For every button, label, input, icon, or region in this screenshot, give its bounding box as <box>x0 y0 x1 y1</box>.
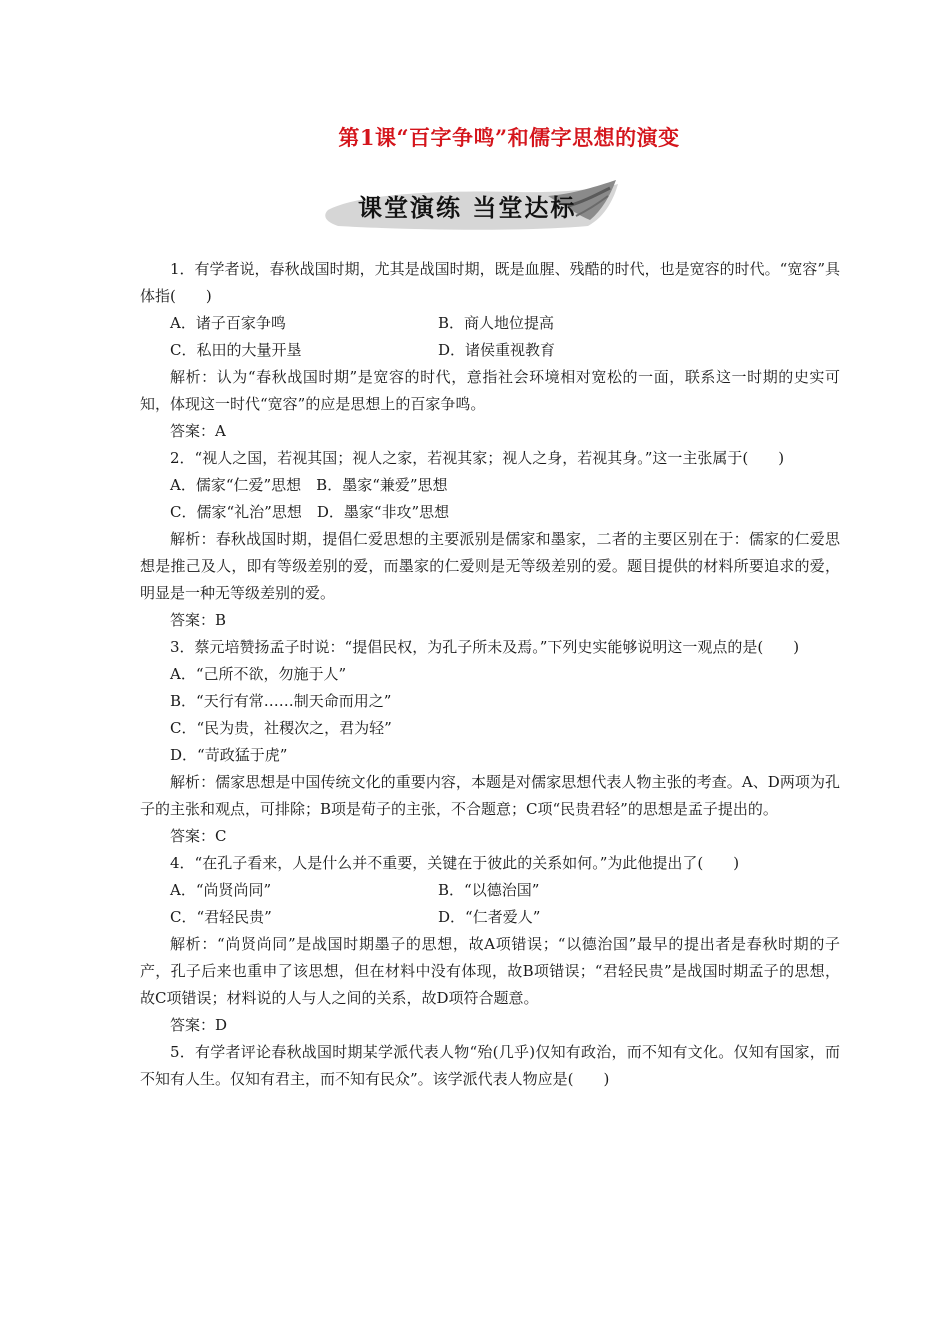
option: A．诸子百家争鸣 <box>170 314 286 332</box>
option: C．儒家“礼治”思想 D．墨家“非攻”思想 <box>170 503 450 521</box>
option: D．诸侯重视教育 <box>438 341 556 359</box>
option: A．“己所不欲，勿施于人” <box>170 665 347 683</box>
question-stem: 2．“视人之国，若视其国；视人之家，若视其家；视人之身，若视其身。”这一主张属于( ) <box>170 449 785 467</box>
option-row <box>140 337 840 364</box>
option: A．儒家“仁爱”思想 B．墨家“兼爱”思想 <box>170 476 448 494</box>
option-row <box>140 904 840 931</box>
banner-text: 课堂演练 当堂达标 <box>358 194 577 222</box>
option: B．“天行有常……制天命而用之” <box>170 692 392 710</box>
question-list <box>140 256 840 1093</box>
option-row <box>140 877 840 904</box>
option: B．“以德治国” <box>438 881 540 899</box>
option: D．“苛政猛于虎” <box>170 746 288 764</box>
analysis-text: 解析：儒家思想是中国传统文化的重要内容，本题是对儒家思想代表人物主张的考查。A、D两项为孔子的主张和观点，可排除；B项是荀子的主张，不合题意；C项“民贵君轻”的思想是孟子提出的。 <box>140 773 840 818</box>
analysis-text: 解析：春秋战国时期，提倡仁爱思想的主要派别是儒家和墨家，二者的主要区别在于：儒家的仁爱思想是推己及人，即有等级差别的爱，而墨家的仁爱则是无等级差别的爱。题目提供的材料所要追求的爱，明显是一种无等级差别的爱。 <box>140 530 840 602</box>
option: C．“君轻民贵” <box>170 908 272 926</box>
section-banner <box>318 176 628 234</box>
option: B．商人地位提高 <box>438 314 555 332</box>
question-stem: 1．有学者说，春秋战国时期，尤其是战国时期，既是血腥、残酷的时代，也是宽容的时代。“宽容”具体指( ) <box>140 260 840 305</box>
answer-text: 答案：D <box>170 1016 228 1034</box>
answer-text: 答案：B <box>170 611 227 629</box>
question-stem: 3．蔡元培赞扬孟子时说：“提倡民权，为孔子所未及焉。”下列史实能够说明这一观点的是( ) <box>170 638 800 656</box>
option: C．“民为贵，社稷次之，君为轻” <box>170 719 392 737</box>
answer-text: 答案：C <box>170 827 227 845</box>
option: C．私田的大量开垦 <box>170 341 302 359</box>
option-row <box>140 310 840 337</box>
analysis-text: 解析：“尚贤尚同”是战国时期墨子的思想，故A项错误；“以德治国”最早的提出者是春秋时期的子产，孔子后来也重申了该思想，但在材料中没有体现，故B项错误；“君轻民贵”是战国时期孟子的思想，故C项错误；材料说的人与人之间的关系，故D项符合题意。 <box>140 935 840 1007</box>
analysis-text: 解析：认为“春秋战国时期”是宽容的时代，意指社会环境相对宽松的一面，联系这一时期的史实可知，体现这一时代“宽容”的应是思想上的百家争鸣。 <box>140 368 840 413</box>
question-stem: 5．有学者评论春秋战国时期某学派代表人物“殆(几乎)仅知有政治，而不知有文化。仅知有国家，而不知有人生。仅知有君主，而不知有民众”。该学派代表人物应是( ) <box>140 1043 840 1088</box>
lesson-title: 第1课“百字争鸣”和儒字思想的演变 <box>338 125 680 150</box>
option: A．“尚贤尚同” <box>170 881 272 899</box>
answer-text: 答案：A <box>170 422 226 440</box>
question-stem: 4．“在孔子看来，人是什么并不重要，关键在于彼此的关系如何。”为此他提出了( ) <box>170 854 740 872</box>
option: D．“仁者爱人” <box>438 908 541 926</box>
